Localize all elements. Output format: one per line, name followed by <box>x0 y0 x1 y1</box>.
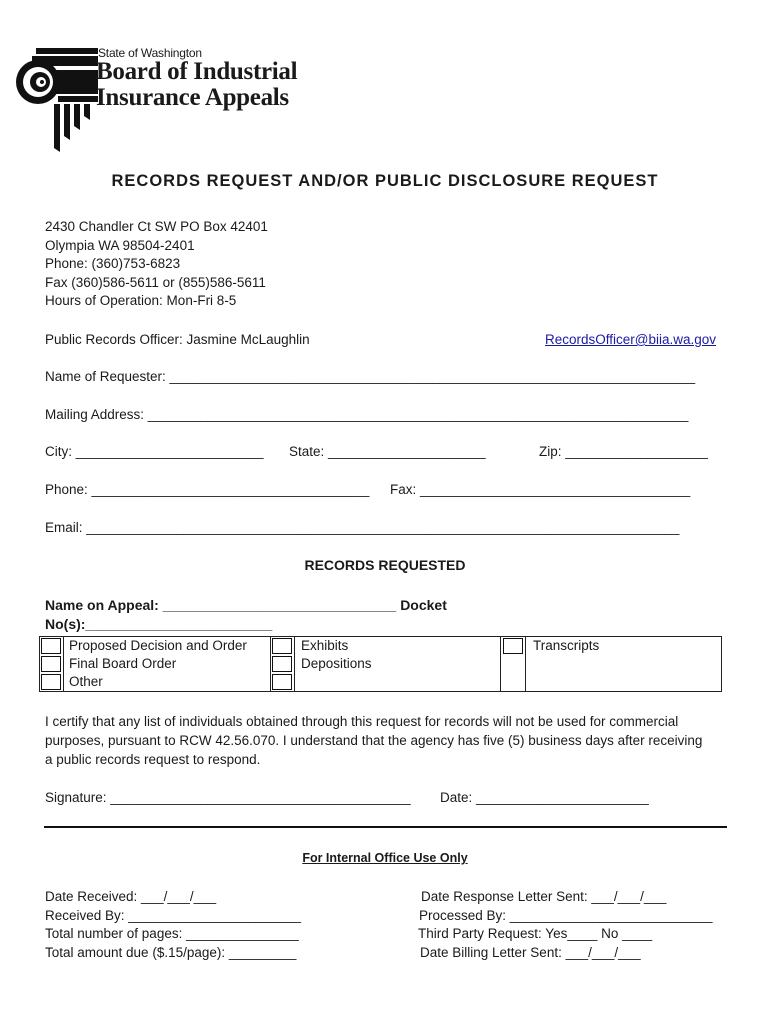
certification-line-3: a public records request to respond. <box>45 752 261 767</box>
exhibits-label: Exhibits <box>301 638 349 653</box>
other-checkbox[interactable] <box>41 674 61 690</box>
response-letter-sent-field[interactable]: Date Response Letter Sent: ___/___/___ <box>421 889 667 904</box>
logo-board-text: Board of Industrial <box>96 58 298 85</box>
transcripts-checkbox[interactable] <box>503 638 523 654</box>
page-title: RECORDS REQUEST AND/OR PUBLIC DISCLOSURE REQUEST <box>111 172 659 190</box>
records-officer-email-link[interactable]: RecordsOfficer@biia.wa.gov <box>544 332 716 347</box>
signature-field[interactable]: Signature: ________________________________________ <box>45 790 411 805</box>
records-requested-heading: RECORDS REQUESTED <box>304 557 466 573</box>
contact-phone: Phone: (360)753-6823 <box>45 256 181 271</box>
received-by-field[interactable]: Received By: _______________________ <box>45 908 301 923</box>
total-pages-field[interactable]: Total number of pages: _______________ <box>45 926 299 941</box>
zip-field[interactable]: Zip: ___________________ <box>539 444 708 459</box>
billing-letter-sent-field[interactable]: Date Billing Letter Sent: ___/___/___ <box>420 945 641 960</box>
requester-name-field[interactable]: Name of Requester: ______________________________________________________________________ <box>45 369 696 384</box>
depositions-label: Depositions <box>301 656 372 671</box>
docket-numbers-field[interactable]: No(s):________________________ <box>45 616 273 632</box>
third-party-request-field[interactable]: Third Party Request: Yes____ No ____ <box>418 926 653 941</box>
final-board-order-checkbox[interactable] <box>41 656 61 672</box>
proposed-decision-label: Proposed Decision and Order <box>69 638 247 653</box>
email-field[interactable]: Email: _______________________________________________________________________________ <box>45 520 680 535</box>
contact-hours: Hours of Operation: Mon-Fri 8-5 <box>45 293 237 308</box>
certification-line-2: purposes, pursuant to RCW 42.56.070. I understand that the agency has five (5) business days after receiving <box>45 733 703 748</box>
processed-by-field[interactable]: Processed By: ___________________________ <box>419 908 713 923</box>
logo-state-text: State of Washington <box>98 46 202 60</box>
certification-line-1: I certify that any list of individuals obtained through this request for records will not be used for commercial <box>45 714 679 729</box>
signature-date-field[interactable]: Date: _______________________ <box>440 790 649 805</box>
state-field[interactable]: State: _____________________ <box>289 444 486 459</box>
city-field[interactable]: City: _________________________ <box>45 444 264 459</box>
column-emblem-icon <box>14 44 98 154</box>
contact-address: 2430 Chandler Ct SW PO Box 42401 <box>45 219 268 234</box>
internal-use-heading: For Internal Office Use Only <box>302 851 468 865</box>
final-board-order-label: Final Board Order <box>69 656 177 671</box>
phone-field[interactable]: Phone: _____________________________________ <box>45 482 370 497</box>
depositions-checkbox[interactable] <box>272 656 292 672</box>
exhibits-checkbox[interactable] <box>272 638 292 654</box>
proposed-decision-checkbox[interactable] <box>41 638 61 654</box>
transcripts-label: Transcripts <box>533 638 600 653</box>
records-officer-label: Public Records Officer: Jasmine McLaughlin <box>45 332 310 347</box>
total-amount-field[interactable]: Total amount due ($.15/page): _________ <box>45 945 297 960</box>
other-label: Other <box>69 674 103 689</box>
name-on-appeal-field[interactable]: Name on Appeal: ______________________________ Docket <box>45 597 447 613</box>
fax-field[interactable]: Fax: ____________________________________ <box>390 482 691 497</box>
records-checkbox-table <box>39 636 722 692</box>
contact-city: Olympia WA 98504-2401 <box>45 238 195 253</box>
section-divider <box>44 826 727 828</box>
mailing-address-field[interactable]: Mailing Address: ________________________________________________________________________ <box>45 407 689 422</box>
contact-fax: Fax (360)586-5611 or (855)586-5611 <box>45 275 266 290</box>
date-received-field[interactable]: Date Received: ___/___/___ <box>45 889 217 904</box>
logo-appeals-text: Insurance Appeals <box>96 84 289 111</box>
agency-logo <box>14 44 304 154</box>
blank-checkbox[interactable] <box>272 674 292 690</box>
